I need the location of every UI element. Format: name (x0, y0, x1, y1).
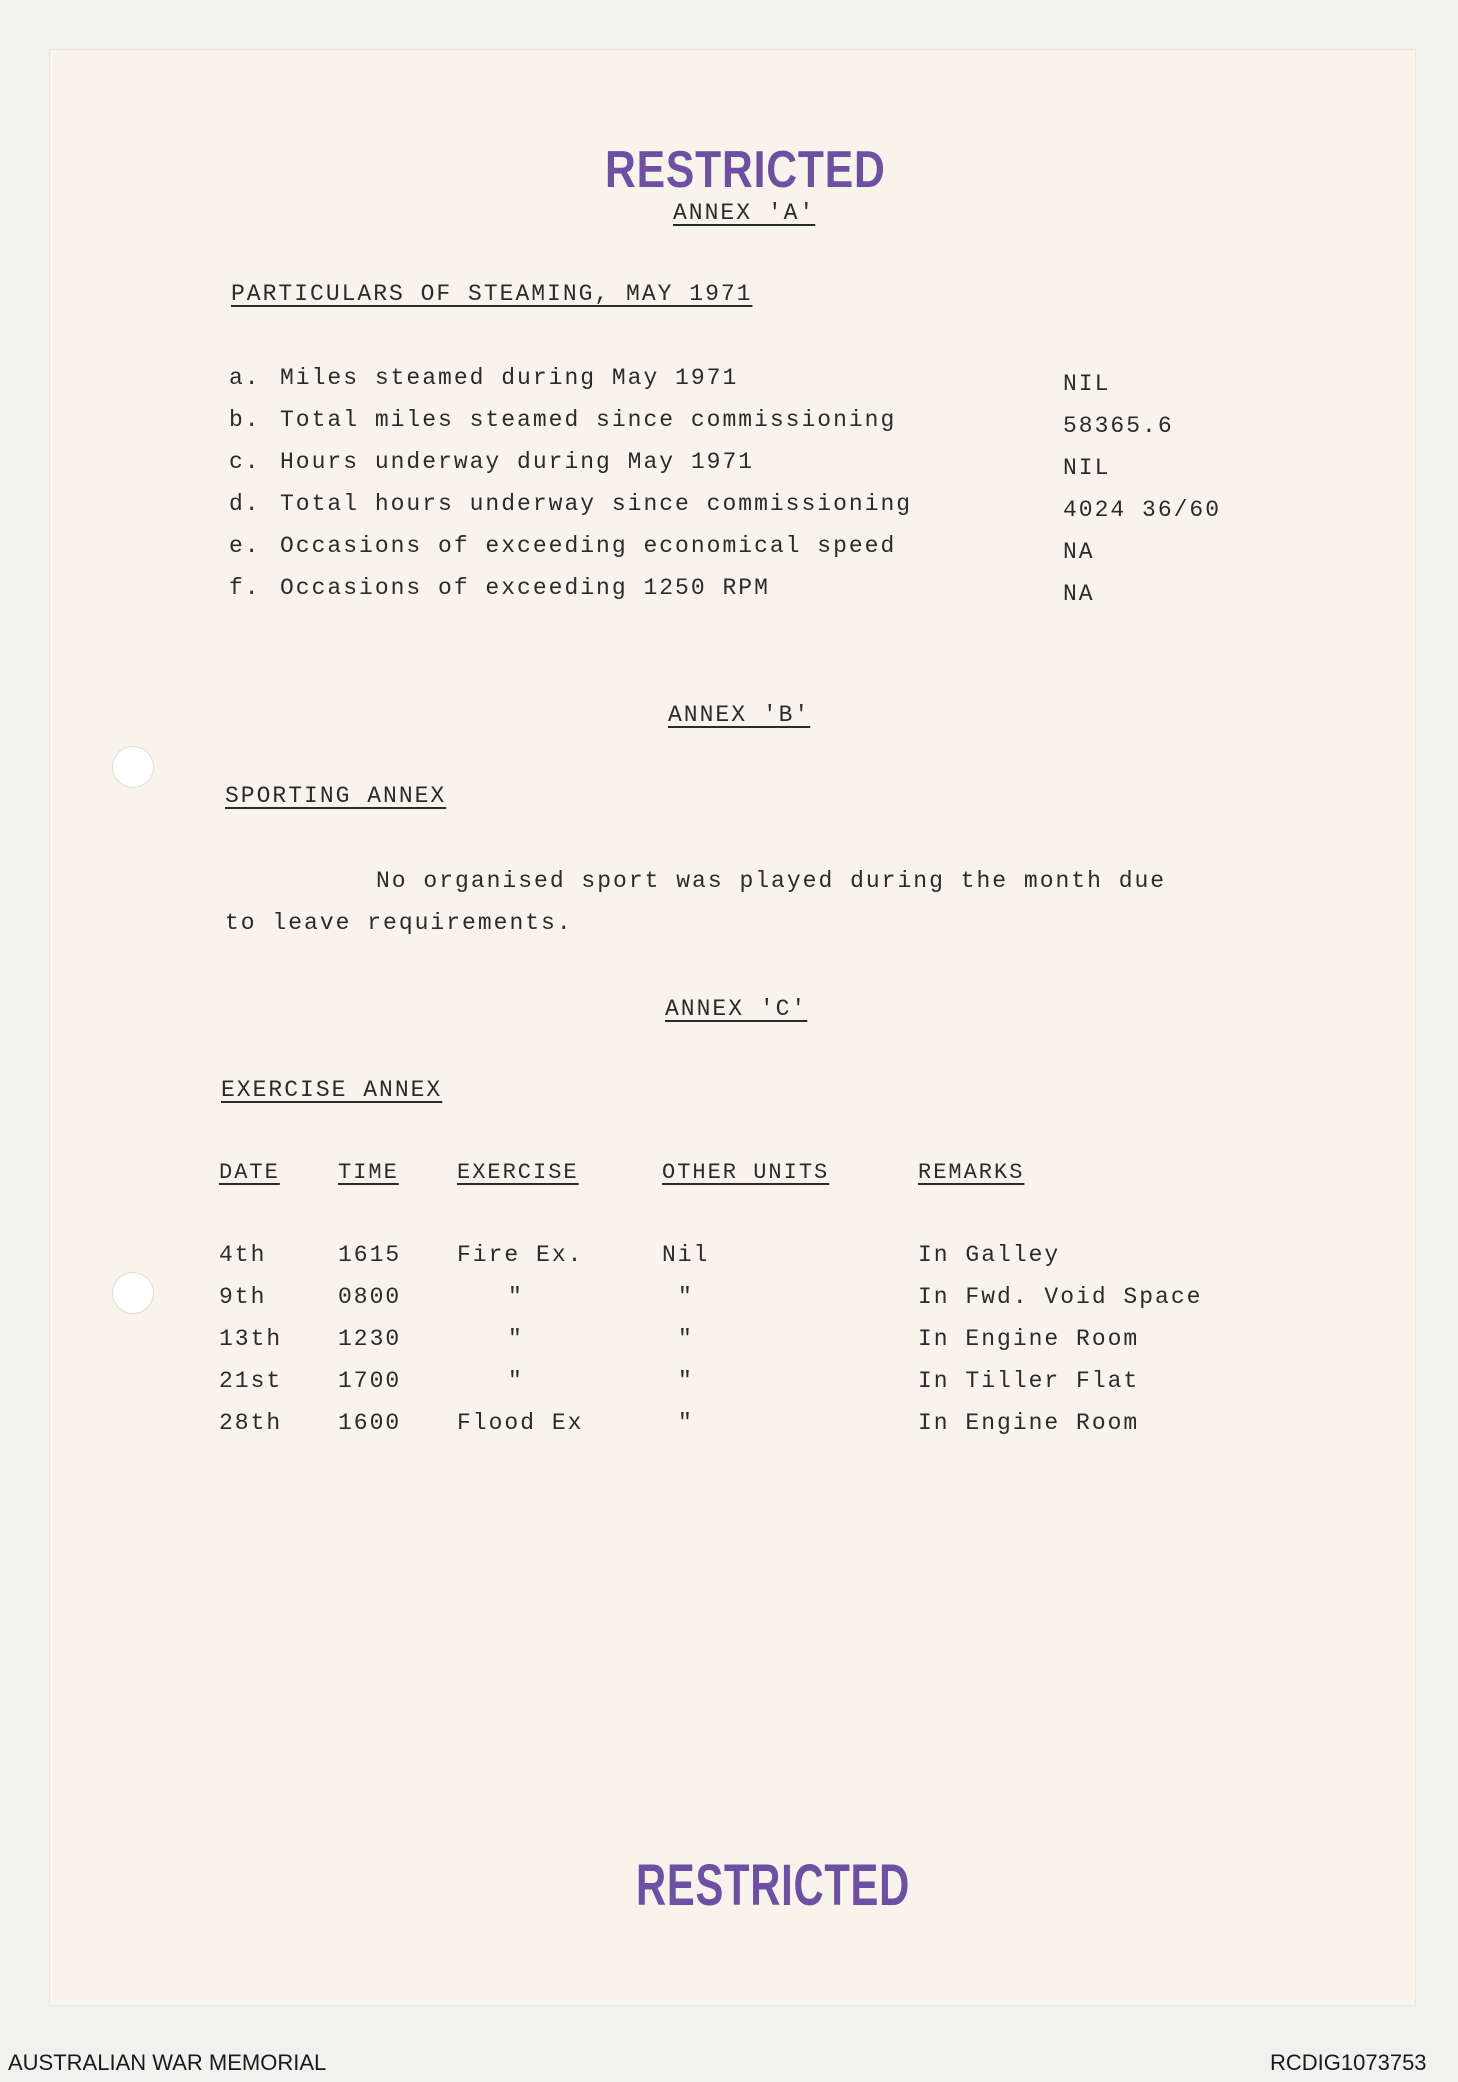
steaming-item-text: Miles steamed during May 1971 (280, 365, 739, 391)
table-cell: In Fwd. Void Space (918, 1284, 1203, 1310)
table-cell: 1230 (338, 1326, 402, 1352)
table-cell: " (678, 1410, 694, 1436)
table-cell: Flood Ex (457, 1410, 584, 1436)
table-cell: In Engine Room (918, 1410, 1140, 1436)
table-cell: " (678, 1284, 694, 1310)
steaming-item-text: Total miles steamed since commissioning (280, 407, 897, 433)
table-header-cell: OTHER UNITS (662, 1160, 830, 1185)
steaming-item-text: Occasions of exceeding economical speed (280, 533, 897, 559)
table-cell: " (508, 1284, 524, 1310)
table-cell: 1615 (338, 1242, 402, 1268)
table-cell: 4th (219, 1242, 267, 1268)
table-cell: Fire Ex. (457, 1242, 584, 1268)
table-cell: " (508, 1326, 524, 1352)
steaming-item-text: Hours underway during May 1971 (280, 449, 755, 475)
punch-hole-top (112, 746, 154, 788)
annex-b-label: ANNEX 'B' (668, 702, 811, 728)
document-page (50, 50, 1415, 2005)
table-cell: 28th (219, 1410, 283, 1436)
steaming-item-letter: a. (229, 365, 261, 391)
table-cell: 21st (219, 1368, 283, 1394)
table-cell: 9th (219, 1284, 267, 1310)
table-cell: Nil (662, 1242, 710, 1268)
steaming-item-letter: f. (229, 575, 261, 601)
table-cell: 13th (219, 1326, 283, 1352)
steaming-item-text: Total hours underway since commissioning (280, 491, 913, 517)
table-cell: 0800 (338, 1284, 402, 1310)
steaming-item-letter: b. (229, 407, 261, 433)
table-header-cell: REMARKS (918, 1160, 1025, 1185)
steaming-item-value: NIL (1063, 455, 1111, 481)
punch-hole-bottom (112, 1272, 154, 1314)
steaming-item-value: 4024 36/60 (1063, 497, 1222, 523)
annex-a-label: ANNEX 'A' (673, 200, 816, 226)
table-cell: In Engine Room (918, 1326, 1140, 1352)
steaming-item-letter: d. (229, 491, 261, 517)
table-cell: In Galley (918, 1242, 1061, 1268)
annex-a-heading: PARTICULARS OF STEAMING, MAY 1971 (231, 281, 753, 307)
sporting-paragraph-line-1: No organised sport was played during the month due (376, 868, 1167, 894)
annex-b-heading: SPORTING ANNEX (225, 783, 447, 809)
sporting-paragraph-line-2: to leave requirements. (225, 910, 573, 936)
table-cell: " (678, 1326, 694, 1352)
steaming-item-letter: c. (229, 449, 261, 475)
restricted-stamp-top: RESTRICTED (605, 141, 886, 199)
table-header-cell: DATE (219, 1160, 280, 1185)
table-header-cell: EXERCISE (457, 1160, 579, 1185)
table-cell: In Tiller Flat (918, 1368, 1140, 1394)
steaming-item-value: 58365.6 (1063, 413, 1174, 439)
table-header-cell: TIME (338, 1160, 399, 1185)
steaming-item-value: NA (1063, 539, 1095, 565)
table-cell: " (678, 1368, 694, 1394)
table-cell: 1700 (338, 1368, 402, 1394)
footer-source: AUSTRALIAN WAR MEMORIAL (8, 2050, 327, 2075)
footer-id: RCDIG1073753 (1270, 2050, 1427, 2075)
restricted-stamp-bottom: RESTRICTED (636, 1853, 911, 1918)
table-cell: 1600 (338, 1410, 402, 1436)
steaming-item-value: NA (1063, 581, 1095, 607)
annex-c-heading: EXERCISE ANNEX (221, 1077, 443, 1103)
annex-c-label: ANNEX 'C' (665, 996, 808, 1022)
steaming-item-value: NIL (1063, 371, 1111, 397)
steaming-item-letter: e. (229, 533, 261, 559)
steaming-item-text: Occasions of exceeding 1250 RPM (280, 575, 770, 601)
table-cell: " (508, 1368, 524, 1394)
